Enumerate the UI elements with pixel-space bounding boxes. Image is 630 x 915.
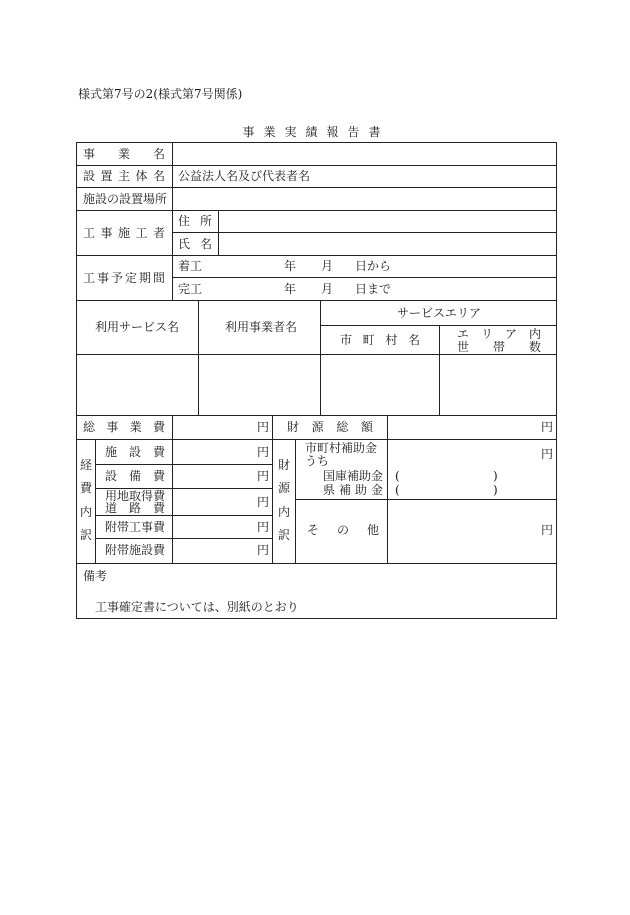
national-close-paren: ) — [493, 469, 498, 483]
prefectural-open-paren: ( — [395, 483, 400, 497]
road-cost-label: 道 路 費 — [105, 501, 165, 515]
of-which-label: うち — [305, 454, 330, 468]
facility-cost-label: 施 設 費 — [105, 445, 165, 459]
start-day: 日から — [355, 259, 392, 273]
document-title: 事業実績報告書 — [242, 125, 390, 139]
schedule-label: 工 事 予 定 期 間 — [83, 271, 165, 285]
finish-label: 完工 — [178, 282, 203, 296]
other-label: そ の 他 — [307, 523, 379, 537]
total-cost-label: 総 事 業 費 — [83, 420, 165, 434]
ancillary-facility-yen: 円 — [257, 543, 270, 557]
ancillary-work-label: 附帯工事費 — [105, 520, 166, 534]
ancillary-facility-label: 附帯施設費 — [105, 543, 166, 557]
equipment-cost-yen: 円 — [257, 469, 270, 483]
start-month: 月 — [321, 259, 334, 273]
funding-breakdown-label: 財 源 内 訳 — [277, 458, 290, 542]
start-year: 年 — [284, 259, 297, 273]
report-form — [76, 142, 557, 619]
finish-year: 年 — [284, 282, 297, 296]
prefectural-subsidy-label: 県 補 助 金 — [323, 483, 383, 497]
land-cost-label: 用 地 取 得 費 — [105, 489, 166, 503]
service-name-header: 利用サービス名 — [95, 320, 180, 334]
finish-day: 日まで — [355, 282, 392, 296]
area-households-header-1: エ リ ア 内 — [457, 327, 541, 341]
national-subsidy-label: 国庫補助金 — [323, 469, 384, 483]
establisher-label: 設 置 主 体 名 — [83, 169, 165, 183]
national-open-paren: ( — [395, 469, 400, 483]
total-cost-yen: 円 — [257, 420, 270, 434]
establisher-value: 公益法人名及び代表者名 — [178, 169, 311, 183]
user-business-header: 利用事業者名 — [225, 320, 298, 334]
contractor-label: 工 事 施 工 者 — [83, 226, 165, 240]
address-label: 住 所 — [178, 214, 212, 228]
land-road-yen: 円 — [257, 495, 270, 509]
name-label: 氏 名 — [178, 237, 212, 251]
total-funding-yen: 円 — [541, 420, 554, 434]
facility-location-label: 施設の設置場所 — [83, 192, 168, 206]
remarks-label: 備考 — [83, 569, 108, 583]
cost-breakdown-label: 経 費 内 訳 — [79, 458, 92, 542]
prefectural-close-paren: ) — [493, 483, 498, 497]
remarks-text: 工事確定書については、別紙のとおり — [95, 600, 299, 614]
other-yen: 円 — [541, 523, 554, 537]
total-funding-label: 財 源 総 額 — [287, 420, 373, 434]
facility-cost-yen: 円 — [257, 445, 270, 459]
equipment-cost-label: 設 備 費 — [105, 469, 165, 483]
start-label: 着工 — [178, 259, 203, 273]
form-reference: 様式第7号の2(様式第7号関係) — [78, 87, 243, 101]
ancillary-work-yen: 円 — [257, 520, 270, 534]
municipality-header: 市 町 村 名 — [340, 333, 420, 347]
business-name-label: 事 業 名 — [83, 147, 165, 161]
finish-month: 月 — [321, 282, 334, 296]
municipal-subsidy-label: 市町村補助金 — [305, 441, 378, 455]
service-area-header: サービスエリア — [397, 306, 482, 320]
municipal-subsidy-yen: 円 — [541, 447, 554, 461]
area-households-header-2: 世 帯 数 — [457, 340, 541, 354]
